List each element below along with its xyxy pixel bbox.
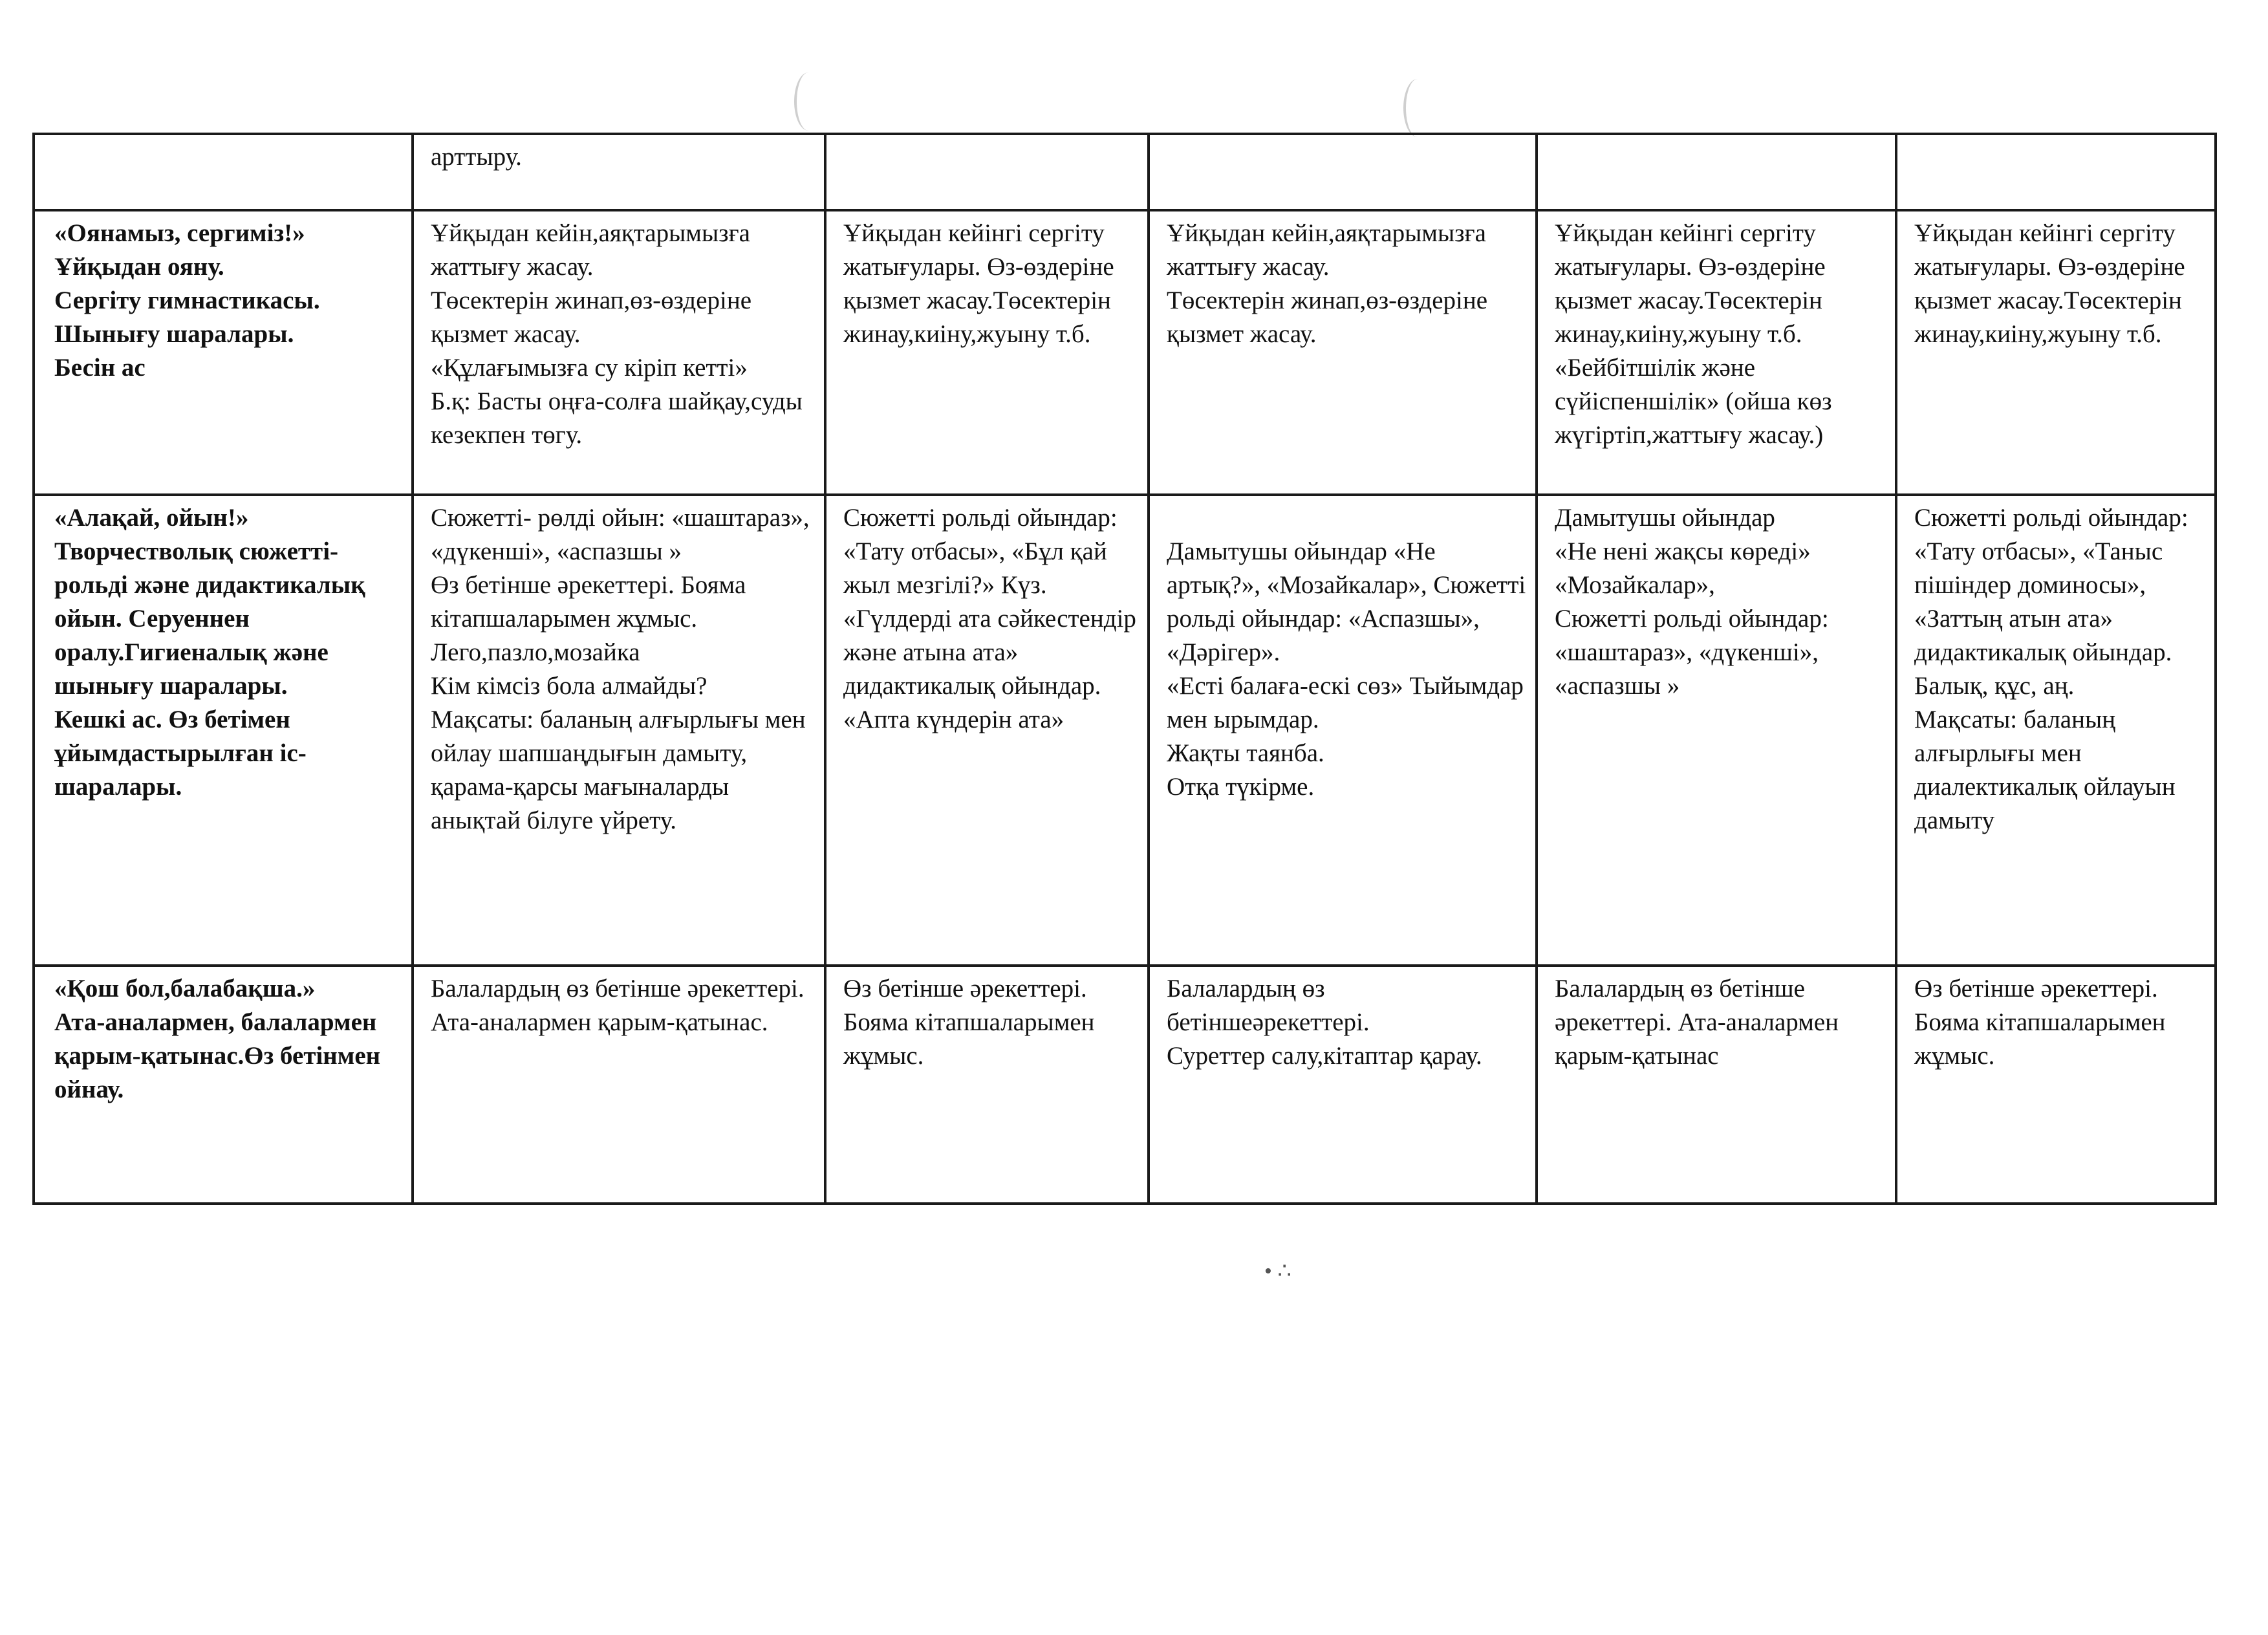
row-heading: «Оянамыз, сергиміз!» Ұйқыдан ояну. Сергіту гимнастикасы. Шынығу шаралары. Бесін ас [34, 210, 413, 495]
binder-hole-mark [1403, 79, 1432, 137]
table-row [34, 966, 2216, 1204]
binder-hole-mark [794, 72, 823, 131]
table-row [34, 134, 2216, 210]
table-cell [1896, 134, 2216, 210]
table-cell: Сюжетті рольді ойындар: «Тату отбасы», «Таныс пішіндер доминосы», «Заттың атын ата» дидактикалық ойындар. Балық, құс, аң. Мақсаты: баланың алғырлығы мен диалектикалық ойлауын дамыту [1896, 495, 2216, 966]
table-cell: Ұйқыдан кейінгі сергіту жатығулары. Өз-өздеріне қызмет жасау.Төсектерін жинау,киіну,жуыну т.б. [1896, 210, 2216, 495]
table-cell: Дамытушы ойындар «Не артық?», «Мозайкалар», Сюжетті рольді ойындар: «Аспазшы», «Дәрігер». «Есті балаға-ескі сөз» Тыйымдар мен ырымдар. Жақты таянба. Отқа түкірме. [1149, 495, 1537, 966]
row-heading [34, 134, 413, 210]
table-cell: Балалардың өз бетіншеәрекеттері. Суреттер салу,кітаптар қарау. [1149, 966, 1537, 1204]
table-cell: арттыру. [413, 134, 825, 210]
scan-specks: • ∴ [1264, 1259, 1292, 1283]
table-row [34, 495, 2216, 966]
table-cell: Дамытушы ойындар «Не нені жақсы көреді» «Мозайкалар», Сюжетті рольді ойындар: «шаштараз», «дүкенші», «аспазшы » [1537, 495, 1896, 966]
table-cell: Өз бетінше әрекеттері. Бояма кітапшаларымен жұмыс. [825, 966, 1149, 1204]
table-cell [1149, 134, 1537, 210]
table-cell: Балалардың өз бетінше әрекеттері. Ата-аналармен қарым-қатынас [1537, 966, 1896, 1204]
table-cell [1537, 134, 1896, 210]
table-cell: Ұйқыдан кейін,аяқтарымызға жаттығу жасау. Төсектерін жинап,өз-өздеріне қызмет жасау. «Құлағымызға су кіріп кетті» Б.қ: Басты оңға-солға шайқау,суды кезекпен төгу. [413, 210, 825, 495]
table-cell: Ұйқыдан кейін,аяқтарымызға жаттығу жасау. Төсектерін жинап,өз-өздеріне қызмет жасау. [1149, 210, 1537, 495]
table-cell: Ұйқыдан кейінгі сергіту жатығулары. Өз-өздеріне қызмет жасау.Төсектерін жинау,киіну,жуыну т.б. «Бейбітшілік және сүйіспеншілік» (ойша көз жүгіртіп,жаттығу жасау.) [1537, 210, 1896, 495]
row-heading: «Алақай, ойын!» Творчестволық сюжетті-рольді және дидактикалық ойын. Серуеннен оралу.Гигиеналық және шынығу шаралары. Кешкі ас. Өз бетімен ұйымдастырылған іс-шаралары. [34, 495, 413, 966]
table-cell: Ұйқыдан кейінгі сергіту жатығулары. Өз-өздеріне қызмет жасау.Төсектерін жинау,киіну,жуыну т.б. [825, 210, 1149, 495]
table-cell: Сюжетті рольді ойындар: «Тату отбасы», «Бұл қай жыл мезгілі?» Күз. «Гүлдерді ата сәйкестендір және атына ата» дидактикалық ойындар. «Апта күндерін ата» [825, 495, 1149, 966]
schedule-table [32, 133, 2217, 1205]
table-cell: Сюжетті- рөлді ойын: «шаштараз», «дүкенші», «аспазшы » Өз бетінше әрекеттері. Бояма кітапшаларымен жұмыс. Лего,пазло,мозайка Кім кімсіз бола алмайды? Мақсаты: баланың алғырлығы мен ойлау шапшаңдығын дамыту, қарама-қарсы мағыналарды анықтай білуге үйрету. [413, 495, 825, 966]
table-cell [825, 134, 1149, 210]
table-cell: Балалардың өз бетінше әрекеттері. Ата-аналармен қарым-қатынас. [413, 966, 825, 1204]
table-cell: Өз бетінше әрекеттері. Бояма кітапшаларымен жұмыс. [1896, 966, 2216, 1204]
table-row [34, 210, 2216, 495]
row-heading: «Қош бол,балабақша.» Ата-аналармен, балалармен қарым-қатынас.Өз бетінмен ойнау. [34, 966, 413, 1204]
